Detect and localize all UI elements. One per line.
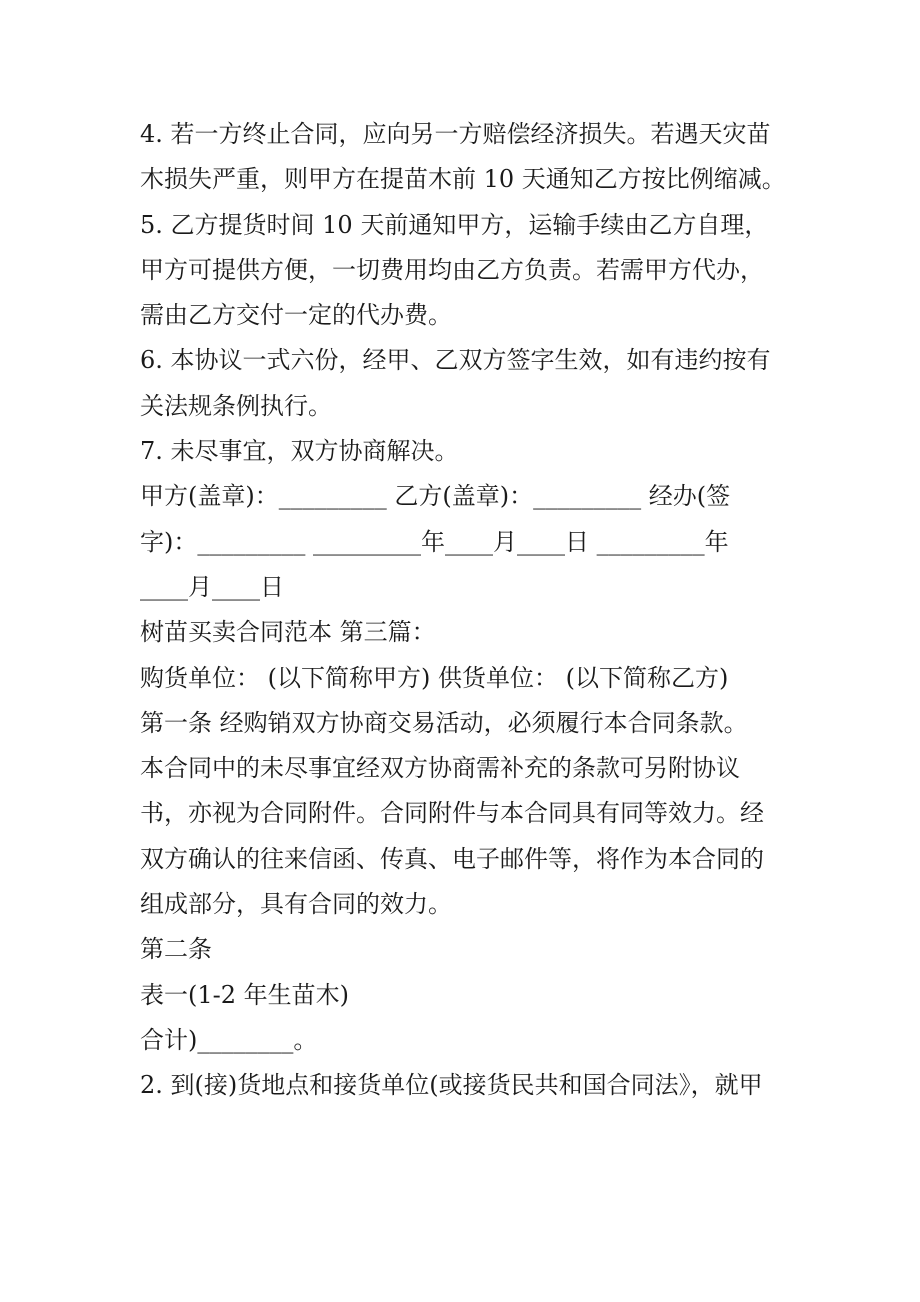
text-line: 6. 本协议一式六份，经甲、乙双方签字生效，如有违约按有 xyxy=(140,346,771,375)
text-line: 甲方可提供方便，一切费用均由乙方负责。若需甲方代办， xyxy=(140,255,764,284)
text-line: 关法规条例执行。 xyxy=(140,391,332,420)
signature-line: 甲方(盖章)：_________ 乙方(盖章)：_________ 经办(签 xyxy=(140,482,731,511)
text-line: 本合同中的未尽事宜经双方协商需补充的条款可另附协议 xyxy=(140,754,740,783)
text-line: 2. 到(接)货地点和接货单位(或接货民共和国合同法》，就甲 xyxy=(140,1071,763,1100)
text-line: 木损失严重，则甲方在提苗木前 10 天通知乙方按比例缩减。 xyxy=(140,165,786,194)
text-line: 组成部分，具有合同的效力。 xyxy=(140,890,452,919)
text-line: 4. 若一方终止合同，应向另一方赔偿经济损失。若遇天灾苗 xyxy=(140,120,771,148)
text-line: 合计)________。 xyxy=(140,1025,318,1054)
document-body xyxy=(140,112,810,1109)
text-line: 5. 乙方提货时间 10 天前通知甲方，运输手续由乙方自理， xyxy=(140,210,769,239)
table-caption: 表一(1-2 年生苗木) xyxy=(140,980,350,1009)
article-heading: 第二条 xyxy=(140,935,212,964)
signature-line: 字)：_________ _________年____月____日 _________年 xyxy=(140,527,729,556)
text-line: 第一条 经购销双方协商交易活动，必须履行本合同条款。 xyxy=(140,708,748,737)
text-line: 购货单位： (以下简称甲方) 供货单位： (以下简称乙方) xyxy=(140,663,729,692)
text-line: 需由乙方交付一定的代办费。 xyxy=(140,301,452,330)
text-line: 7. 未尽事宜，双方协商解决。 xyxy=(140,437,459,466)
signature-line: ____月____日 xyxy=(140,572,284,601)
text-line: 双方确认的往来信函、传真、电子邮件等，将作为本合同的 xyxy=(140,844,764,873)
text-line: 书，亦视为合同附件。合同附件与本合同具有同等效力。经 xyxy=(140,799,764,828)
section-heading: 树苗买卖合同范本 第三篇： xyxy=(140,618,436,647)
